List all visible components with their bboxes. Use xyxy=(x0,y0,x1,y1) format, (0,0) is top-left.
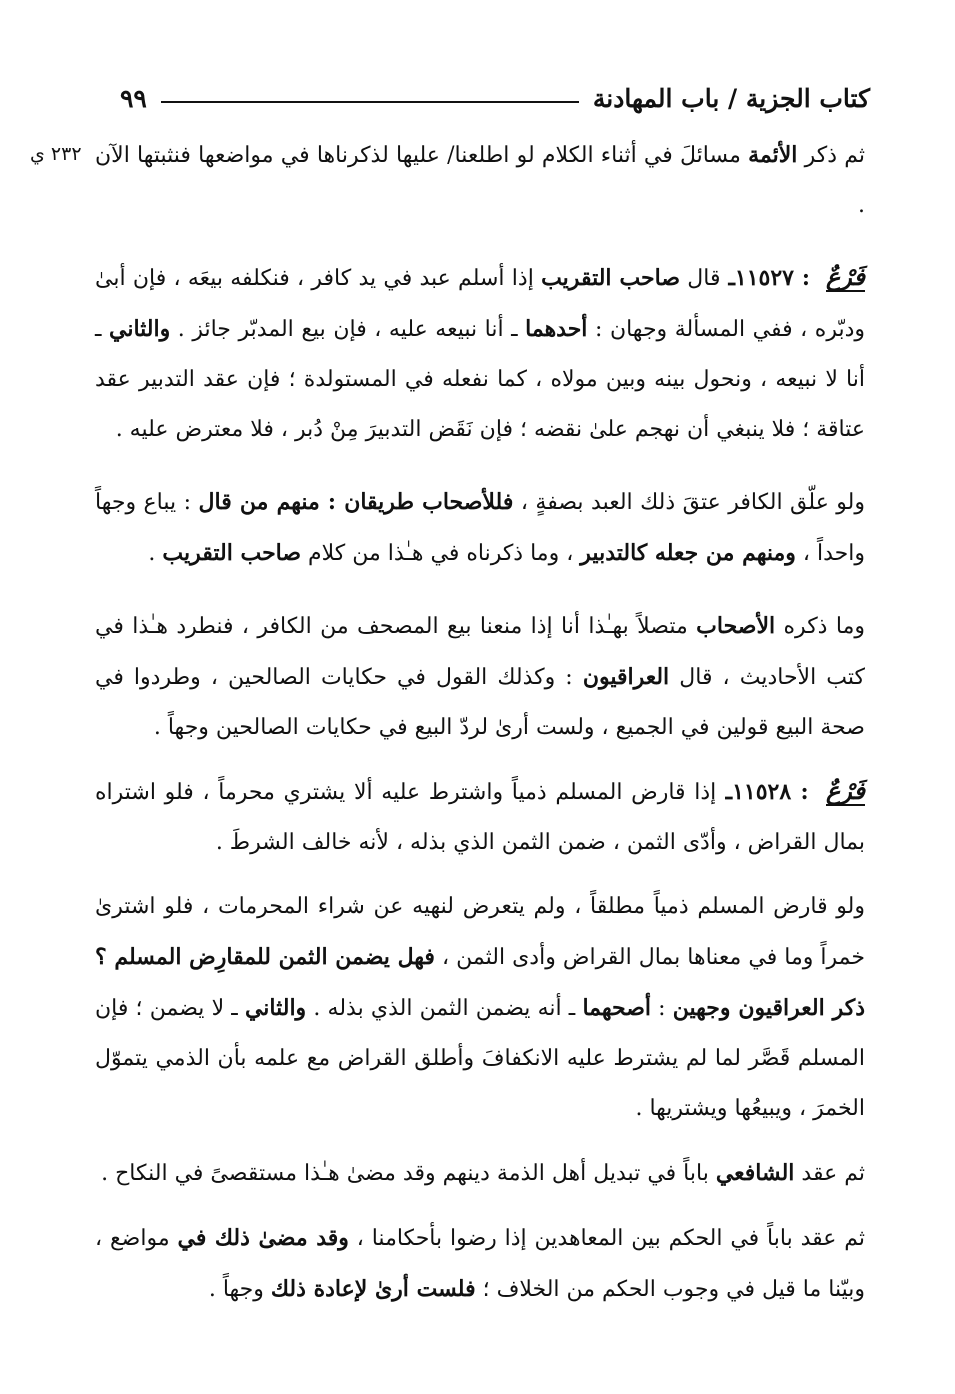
bold-run: فلست أرىٰ لإعادة ذلك xyxy=(270,1276,476,1302)
text-run: وما ذكره xyxy=(775,614,865,639)
issue-number: : ١١٥٢٧ـ xyxy=(720,265,818,291)
text-run: ثم عقد باباً في الحكم بين المعاهدين إذا رضوا بأحكامنا ، xyxy=(348,1226,865,1251)
bold-run: والثاني xyxy=(244,995,307,1021)
paragraph-4 xyxy=(95,601,865,753)
margin-note: ٢٣٢ ي xyxy=(30,143,82,165)
bold-run: الأئمة xyxy=(748,142,798,168)
body-text xyxy=(95,130,865,1337)
text-run: متصلاً بهـٰذا أنا إذا منعنا بيع المصحف من الكافر ، فنطرد هـٰذا في كتب الأحاديث ، قال xyxy=(95,614,865,690)
text-run: ـ أنا نبيعه عليه ، فإن بيع المدبّر جائز . xyxy=(170,317,526,342)
text-run: : يباع وجهاً واحداً ، xyxy=(95,490,865,566)
bold-run: وقد مضىٰ ذلك في xyxy=(177,1225,349,1251)
text-run: مسائلَ في أثناء الكلام لو اطلعنا/ عليها لذكرناها في مواضعها فنثبتها الآن . xyxy=(95,143,865,218)
text-run: ثم ذكر xyxy=(797,143,865,168)
bold-run: الشافعي xyxy=(715,1160,795,1186)
text-run: ـ أنا لا نبيعه ، ونحول بينه وبين مولاه ، كما نفعله في المستولدة ؛ فإن عقد التدبير عقد عتاقة ؛ فلا ينبغي أن نهجم علىٰ نقضه ؛ فإن نَقَض التدبيرَ مِنْ دُبر ، فلا معترض عليه . xyxy=(95,317,865,442)
text-run: قال xyxy=(680,266,721,291)
text-run: : وكذلك القول في حكايات الصالحين ، وطردوا في صحة البيع قولين في الجميع ، ولست أرىٰ لردّ البيع في حكايات الصالحين وجهاً . xyxy=(95,665,865,740)
text-run: باباً في تبديل أهل الذمة دينهم وقد مضىٰ هـٰذا مستقصىً في النكاح . xyxy=(101,1161,716,1186)
bold-run: صاحب التقريب xyxy=(541,265,681,291)
paragraph-2 xyxy=(95,253,865,455)
text-run: ولو علّق الكافر عتقَ ذلك العبد بصفةٍ ، xyxy=(513,490,865,515)
bold-run: ومنهم من جعله كالتدبير xyxy=(580,540,796,566)
issue-number: : ١١٥٢٨ـ xyxy=(716,779,818,805)
text-run: ثم عقد xyxy=(794,1161,865,1186)
text-run: ـ أنه يضمن الثمن الذي بذله . xyxy=(306,996,583,1021)
text-run: إذا قارض المسلم ذمياً واشترط عليه ألا يشتري محرماً ، فلو اشتراه بمال القراض ، وأدّى الثمن ، ضمن الثمن الذي بذله ، لأنه خالف الشرطَ . xyxy=(95,780,865,855)
text-run: ـ لا يضمن ؛ فإن المسلم قَصَّر لما لم يشترط عليه الانكفافَ وأطلق القراض مع علمه بأن الذمي يتموّل الخمرَ ، ويبيعُها ويشتريها . xyxy=(95,996,865,1121)
text-run: وجهاً . xyxy=(208,1277,271,1302)
paragraph-6 xyxy=(95,882,865,1134)
running-header xyxy=(110,78,870,118)
text-run: ولو قارض المسلم ذمياً مطلقاً ، ولم يتعرض لنهيه عن شراء المحرمات ، فلو اشترىٰ خمراً وما في معناها بمال القراض وأدى الثمن ، xyxy=(95,894,865,970)
bold-run: والثاني xyxy=(109,316,171,342)
bold-run: العراقيون xyxy=(582,664,670,690)
far-heading: فَرْعٌ xyxy=(825,262,865,291)
paragraph-7 xyxy=(95,1148,865,1199)
text-run: : xyxy=(651,996,673,1021)
paragraph-1 xyxy=(95,130,865,231)
bold-run: أحدهما xyxy=(525,316,588,342)
paragraph-5 xyxy=(95,767,865,868)
bold-run: فللأصحاب طريقان : منهم من قال xyxy=(198,489,514,515)
paragraph-8 xyxy=(95,1213,865,1315)
page-number: ٩٩ xyxy=(120,83,147,113)
text-run: إذا أسلم عبد في يد كافر ، فنكلفه بيعَه ، فإن أبىٰ ودبّره ، ففي المسألة وجهان : xyxy=(95,266,865,342)
bold-run: صاحب التقريب xyxy=(162,540,302,566)
paragraph-3 xyxy=(95,477,865,579)
text-run: . xyxy=(148,541,163,566)
text-run: مواضع ، وبيّنا ما قيل في وجوب الحكم من الخلاف ؛ xyxy=(95,1226,865,1302)
bold-run: الأصحاب xyxy=(696,613,776,639)
far-heading: فَرْعٌ xyxy=(825,776,866,805)
bold-run: أصحهما xyxy=(582,995,651,1021)
text-run: ، وما ذكرناه في هـٰذا من كلام xyxy=(301,541,581,566)
header-rule xyxy=(161,101,579,103)
header-title: كتاب الجزية / باب المهادنة xyxy=(592,83,870,113)
bold-run: فهل يضمن الثمن للمقارِض المسلم ؟ ذكر العراقيون وجهين xyxy=(95,944,865,1021)
